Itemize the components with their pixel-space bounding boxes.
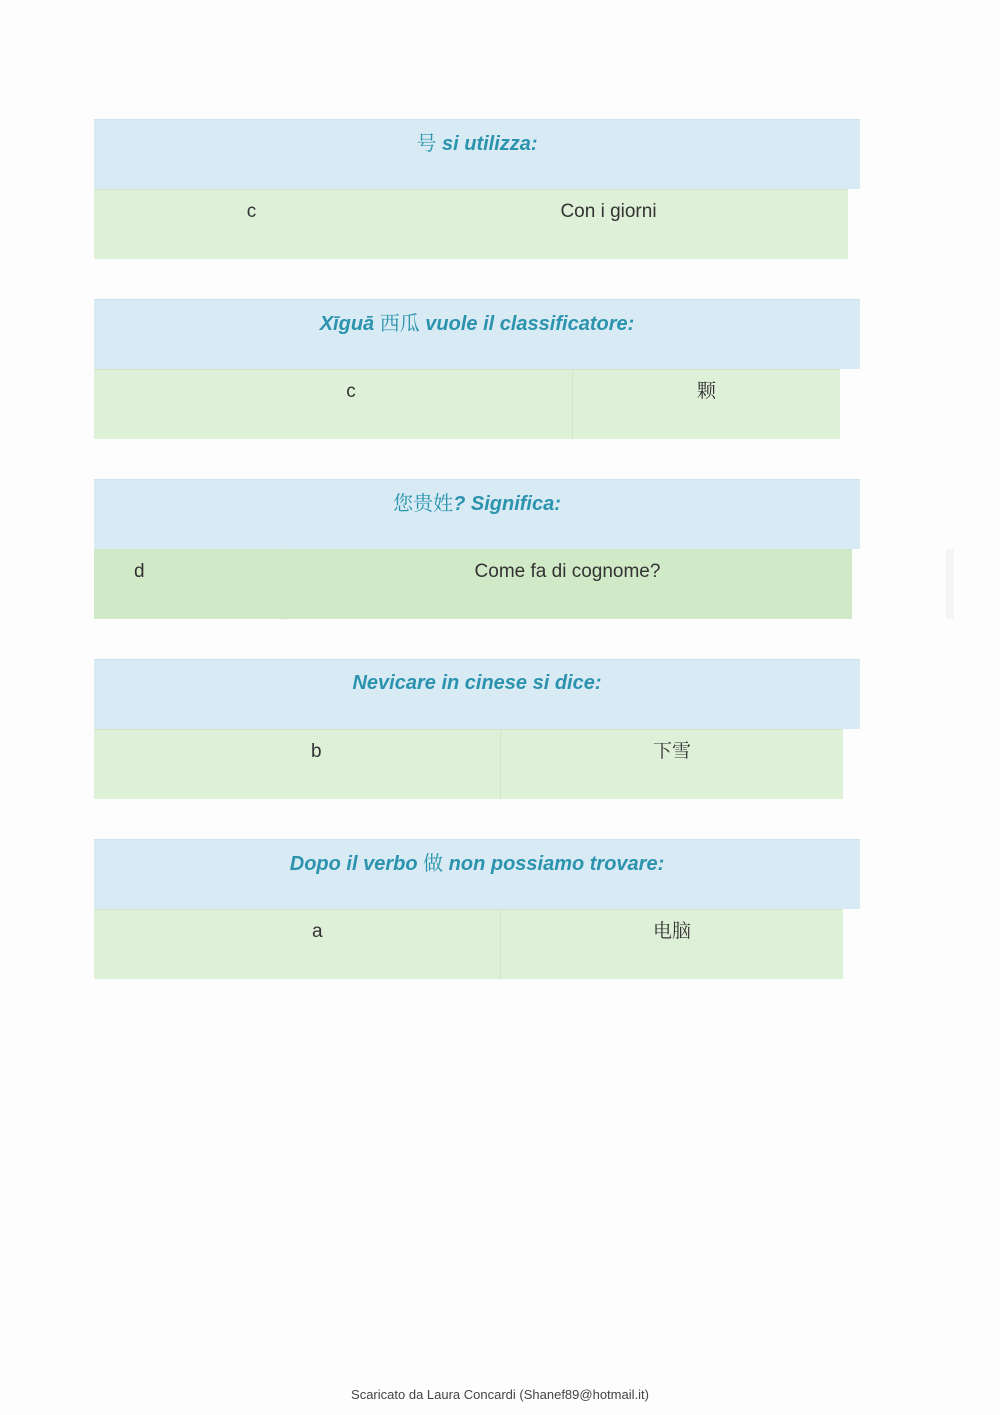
answer-letter: c bbox=[346, 381, 356, 402]
answer-row bbox=[94, 549, 852, 619]
download-footer: Scaricato da Laura Concardi (Shanef89@hotmail.it) bbox=[351, 1387, 649, 1402]
answer-row bbox=[94, 189, 848, 259]
answer-letter: c bbox=[246, 201, 257, 222]
question-cjk: 您贵姓 bbox=[393, 491, 454, 515]
question-text bbox=[94, 839, 860, 909]
answer-text: 颗 bbox=[572, 370, 840, 440]
answer-letter: b bbox=[311, 741, 322, 762]
question-cjk: 西瓜 bbox=[379, 311, 420, 335]
question-cjk: 做 bbox=[423, 851, 444, 875]
question-text bbox=[94, 479, 860, 549]
question-text bbox=[94, 119, 860, 189]
question-block-5 bbox=[94, 839, 860, 979]
question-block-2 bbox=[94, 299, 860, 439]
question-block-3 bbox=[94, 479, 860, 619]
question-block-4 bbox=[94, 659, 860, 799]
row-edge bbox=[946, 549, 954, 619]
answer-row bbox=[94, 369, 840, 439]
answer-text: Come fa di cognome? bbox=[282, 550, 852, 620]
question-label: non possiamo trovare: bbox=[443, 853, 665, 875]
question-cjk: 号 bbox=[416, 131, 437, 155]
question-label: ? Significa: bbox=[453, 493, 561, 515]
question-text bbox=[94, 299, 860, 369]
answer-row bbox=[94, 909, 843, 979]
answer-text: 电脑 bbox=[500, 910, 843, 980]
question-pinyin: Xīguā bbox=[319, 313, 380, 335]
answer-text: Con i giorni bbox=[560, 201, 657, 222]
answer-letter: d bbox=[134, 561, 145, 582]
answer-row bbox=[94, 729, 843, 799]
question-block-1 bbox=[94, 119, 860, 259]
question-label: si utilizza: bbox=[436, 133, 538, 155]
question-text: Nevicare in cinese si dice: bbox=[94, 659, 860, 729]
question-label: Dopo il verbo bbox=[289, 853, 424, 875]
answer-letter: a bbox=[312, 921, 323, 942]
question-label: vuole il classificatore: bbox=[419, 313, 635, 335]
answer-text: 下雪 bbox=[500, 730, 843, 800]
